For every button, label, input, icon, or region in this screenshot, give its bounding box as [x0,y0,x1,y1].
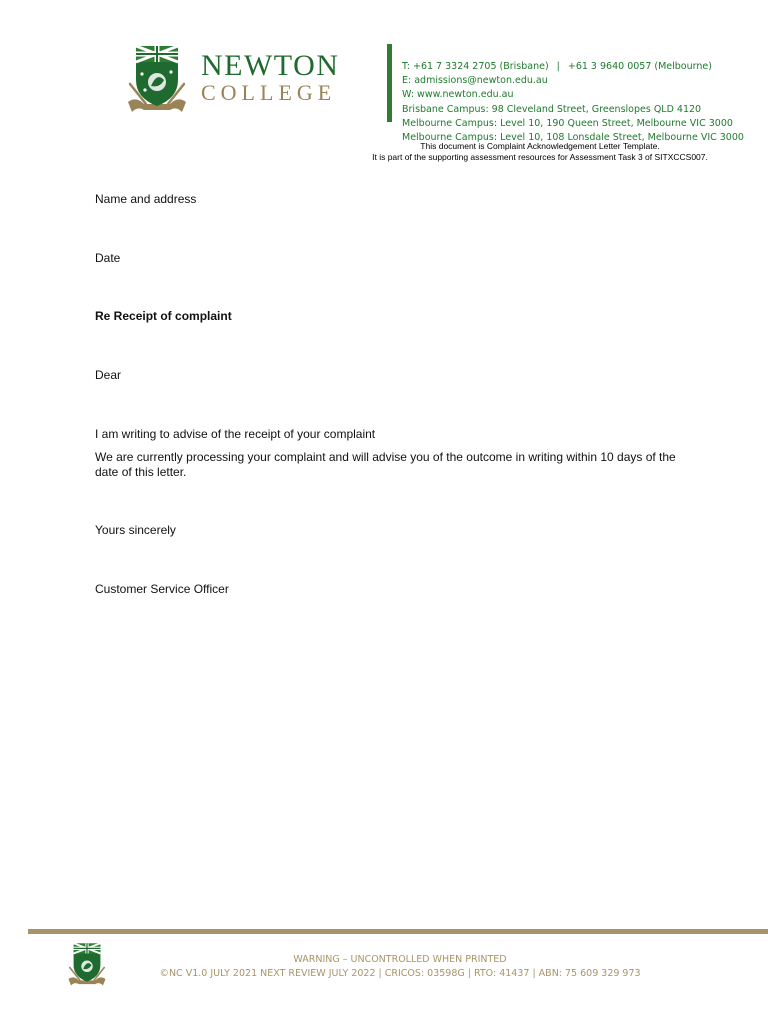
letter-closing: Yours sincerely [95,523,176,537]
letter-signatory: Customer Service Officer [95,582,229,596]
logo-wordmark: NEWTON [201,49,340,82]
email-line: E: admissions@newton.edu.au [402,75,548,87]
header-divider [387,44,392,122]
footer-version: ©NC V1.0 JULY 2021 NEXT REVIEW JULY 2022 | CRICOS: 03598G | RTO: 41437 | ABN: 75 609 329 973 [159,968,641,979]
letter-paragraph-2: We are currently processing your complaint and will advise you of the outcome in writing within 10 days of the date of this letter. [95,450,676,479]
logo-subtitle: COLLEGE [201,80,337,105]
campus-melbourne-lonsdale: Melbourne Campus: Level 10, 108 Lonsdale Street, Melbourne VIC 3000 [402,132,744,144]
letter-salutation: Dear [95,368,122,382]
newton-college-logo [112,34,352,130]
phone-melbourne: +61 3 9640 0057 (Melbourne) [567,61,712,72]
web-line: W: www.newton.edu.au [402,89,514,101]
footer-warning: WARNING – UNCONTROLLED WHEN PRINTED [293,954,507,965]
college-crest-icon [126,44,188,116]
document-note [270,141,768,163]
campus-melbourne-queen: Melbourne Campus: Level 10, 190 Queen Street, Melbourne VIC 3000 [402,117,733,129]
letter-subject: Re Receipt of complaint [95,309,232,323]
document-note-line1: This document is Complaint Acknowledgement Letter Template. [420,141,660,151]
footer-rule [28,929,768,934]
footer-text [100,953,700,981]
phone-brisbane: T: +61 7 3324 2705 (Brisbane) [402,61,549,72]
letter-paragraph-1: I am writing to advise of the receipt of your complaint [95,427,376,441]
contact-block [402,60,744,145]
phone-separator: | [556,61,560,72]
campus-brisbane: Brisbane Campus: 98 Cleveland Street, Greenslopes QLD 4120 [402,103,702,115]
letter-date: Date [95,251,121,265]
phone-line [402,60,744,74]
recipient-name-address: Name and address [95,192,197,206]
document-note-line2: It is part of the supporting assessment resources for Assessment Task 3 of SITXCCS007. [372,152,708,162]
